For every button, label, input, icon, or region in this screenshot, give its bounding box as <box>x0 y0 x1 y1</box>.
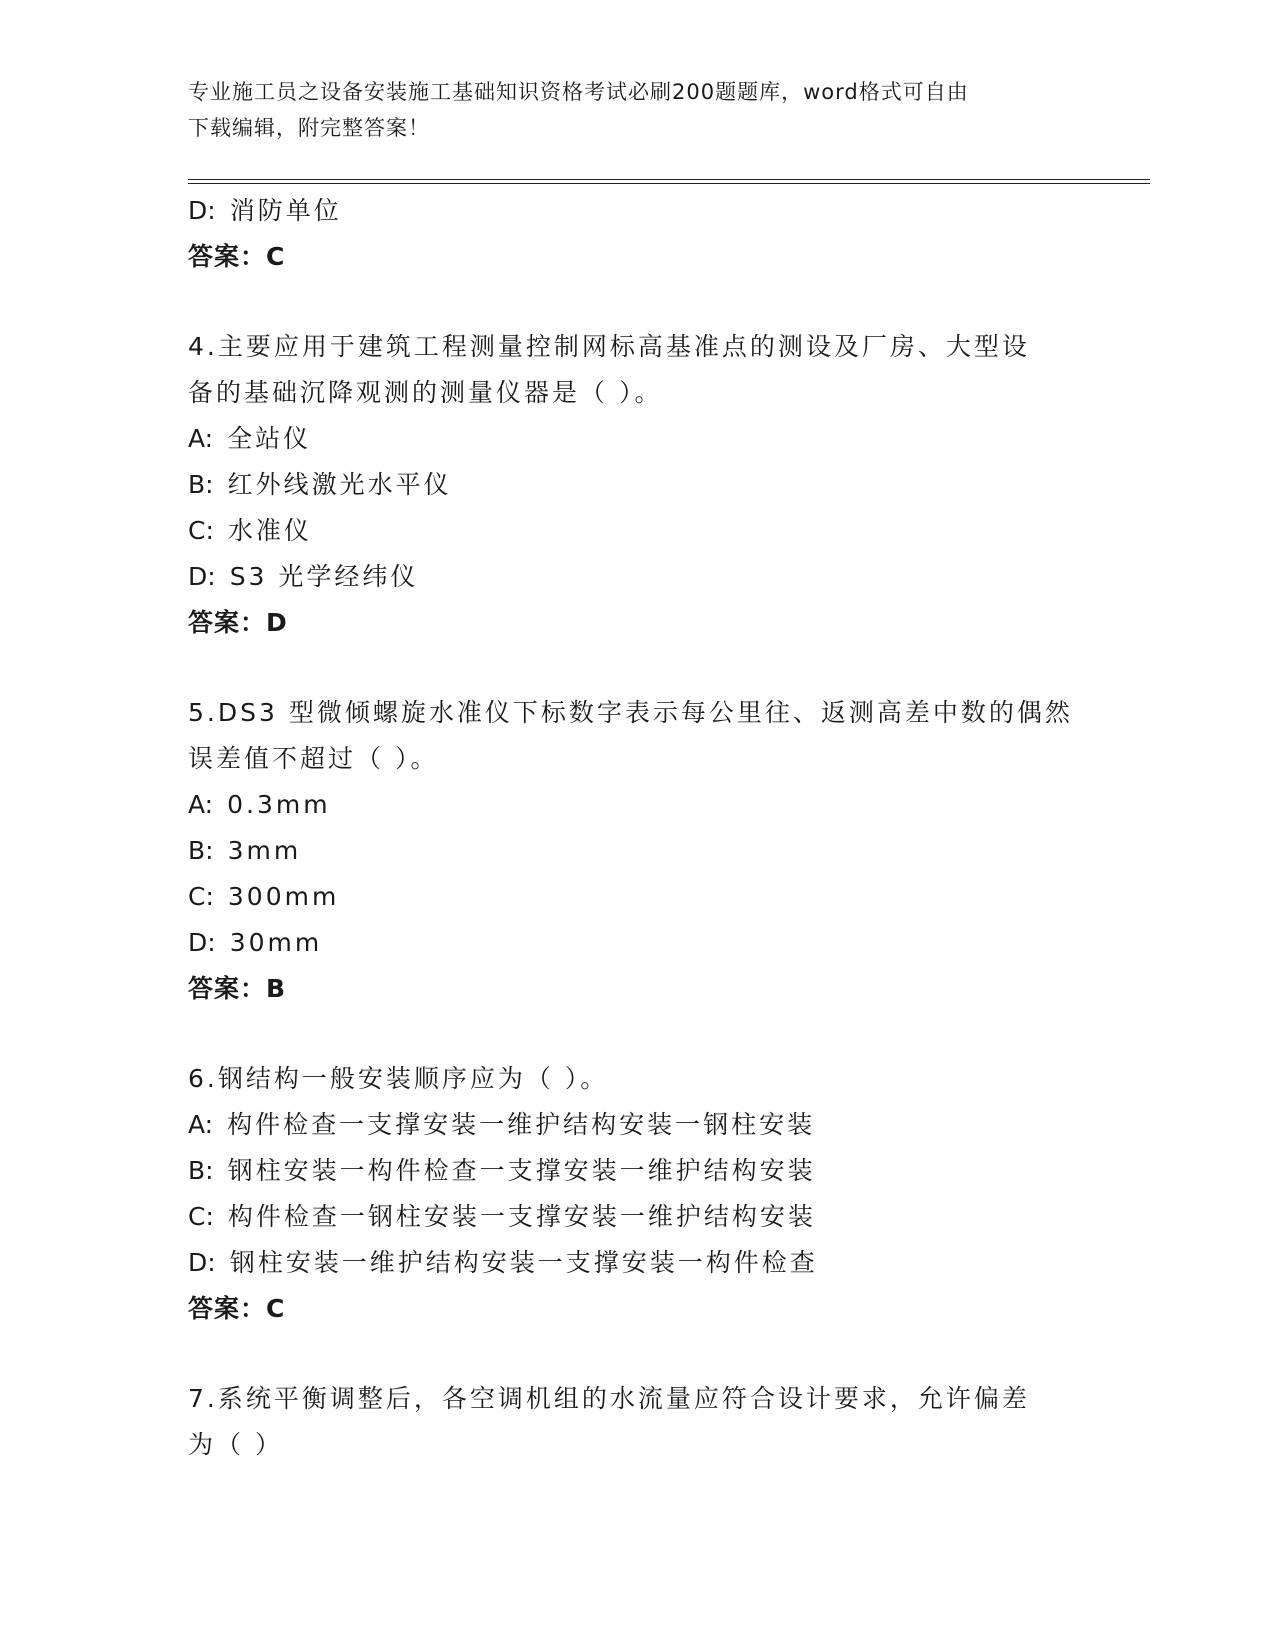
option-a <box>188 1102 1088 1148</box>
option-label: B: <box>188 836 214 865</box>
option-text: 水准仪 <box>227 516 312 545</box>
option-a <box>188 416 1088 462</box>
question-stem-line: 4.主要应用于建筑工程测量控制网标高基准点的测设及厂房、大型设 <box>188 332 1030 361</box>
question-5 <box>188 690 1088 1012</box>
question-7 <box>188 1376 1088 1468</box>
answer: 答案：C <box>188 1294 286 1323</box>
option-label: B: <box>188 470 214 499</box>
option-b <box>188 1148 1088 1194</box>
option-label: D: <box>188 196 216 225</box>
header-rule-top <box>188 179 1150 180</box>
question-stem-line: 误差值不超过（ ）。 <box>188 744 439 773</box>
option-d <box>188 1240 1088 1286</box>
question-6 <box>188 1056 1088 1332</box>
option-label: D: <box>188 562 216 591</box>
option-c <box>188 874 1088 920</box>
option-label: D: <box>188 928 216 957</box>
option-text: 构件检查一钢柱安装一支撑安装一维护结构安装 <box>227 1202 816 1231</box>
option-label: C: <box>188 1202 214 1231</box>
option-text: 消防单位 <box>229 196 342 225</box>
option-label: A: <box>188 790 214 819</box>
option-label: A: <box>188 1110 214 1139</box>
option-text: 30mm <box>229 928 323 957</box>
document-header <box>188 74 1068 146</box>
question-stem-line: 6.钢结构一般安装顺序应为（ ）。 <box>188 1064 609 1093</box>
option-text: 钢柱安装一构件检查一支撑安装一维护结构安装 <box>227 1156 816 1185</box>
prev-option-d <box>188 188 1088 234</box>
question-stem-line: 5.DS3 型微倾螺旋水准仪下标数字表示每公里往、返测高差中数的偶然 <box>188 698 1073 727</box>
answer: 答案：D <box>188 608 288 637</box>
question-4 <box>188 324 1088 646</box>
option-label: D: <box>188 1248 216 1277</box>
option-text: 全站仪 <box>227 424 312 453</box>
option-c <box>188 1194 1088 1240</box>
option-text: 构件检查一支撑安装一维护结构安装一钢柱安装 <box>227 1110 816 1139</box>
option-c <box>188 508 1088 554</box>
option-a <box>188 782 1088 828</box>
header-line-1: 专业施工员之设备安装施工基础知识资格考试必刷200题题库，word格式可自由 <box>188 80 969 104</box>
option-d <box>188 920 1088 966</box>
option-label: C: <box>188 516 214 545</box>
question-stem-line: 7.系统平衡调整后，各空调机组的水流量应符合设计要求，允许偏差 <box>188 1384 1030 1413</box>
option-text: 300mm <box>227 882 340 911</box>
answer: 答案：B <box>188 974 287 1003</box>
option-d <box>188 554 1088 600</box>
prev-answer: 答案：C <box>188 242 286 271</box>
option-label: B: <box>188 1156 214 1185</box>
option-text: 3mm <box>227 836 302 865</box>
header-rule-bottom <box>188 183 1150 184</box>
header-line-2: 下载编辑，附完整答案！ <box>188 116 430 140</box>
option-b <box>188 828 1088 874</box>
option-b <box>188 462 1088 508</box>
document-body <box>188 188 1088 1468</box>
option-text: S3 光学经纬仪 <box>229 562 419 591</box>
option-label: A: <box>188 424 214 453</box>
question-stem-line: 为（ ） <box>188 1430 283 1459</box>
option-text: 0.3mm <box>227 790 331 819</box>
option-label: C: <box>188 882 214 911</box>
question-stem-line: 备的基础沉降观测的测量仪器是（ ）。 <box>188 378 663 407</box>
option-text: 钢柱安装一维护结构安装一支撑安装一构件检查 <box>229 1248 818 1277</box>
option-text: 红外线激光水平仪 <box>227 470 452 499</box>
